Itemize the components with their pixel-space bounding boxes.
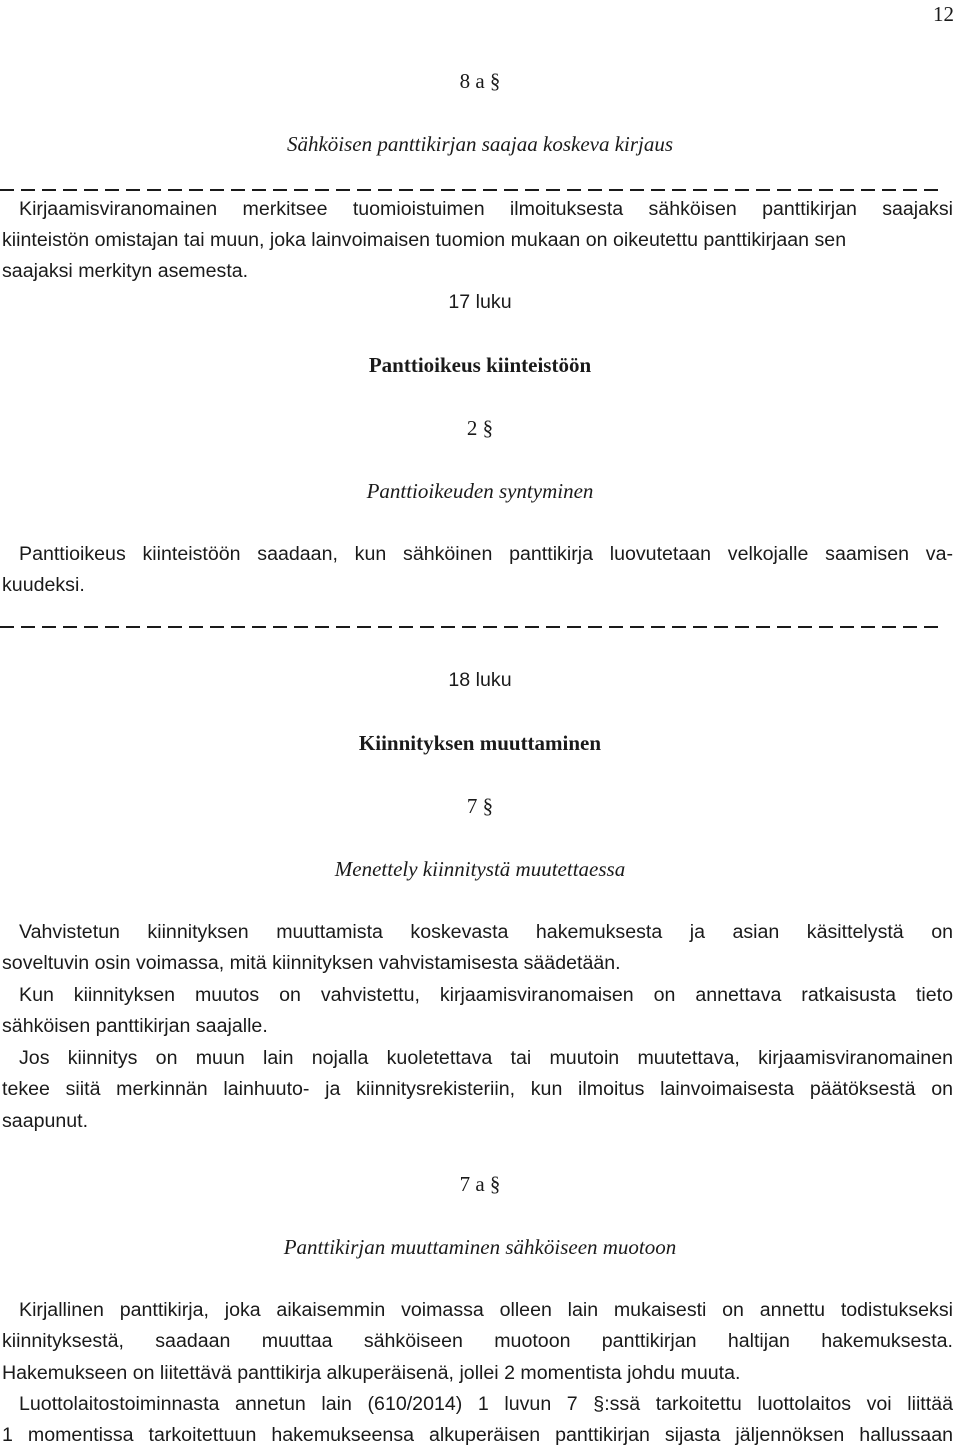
section-title-2: Panttioikeuden syntyminen [366, 479, 594, 503]
insertion-divider-top [0, 189, 944, 191]
body-line-18-1: Vahvistetun kiinnityksen muuttamista koskevasta hakemuksesta ja asian käsittelystä on [19, 921, 953, 943]
body-line-7a-1: Kirjallinen panttikirja, joka aikaisemmin voimassa olleen lain mukaisesti on annettu todistukseksi [19, 1299, 953, 1321]
body-line-18-7: saapunut. [2, 1110, 89, 1132]
section-title-7: Menettely kiinnitystä muutettaessa [334, 857, 626, 881]
body-line-7a-4: Luottolaitostoiminnasta annetun lain (610/2014) 1 luvun 7 §:ssä tarkoitettu luottolaitos voi liittää [19, 1393, 953, 1415]
section-title-7a: Panttikirjan muuttaminen sähköiseen muotoon [283, 1235, 677, 1259]
body-line-18-3: Kun kiinnityksen muutos on vahvistettu, kirjaamisviranomaisen on annettava ratkaisusta tieto [19, 984, 953, 1006]
insertion-divider-bottom [0, 626, 944, 628]
body-line-7a-3: Hakemukseen on liitettävä panttikirja alkuperäisenä, jollei 2 momentista johdu muuta. [2, 1362, 741, 1384]
section-title-8a: Sähköisen panttikirjan saajaa koskeva kirjaus [286, 132, 674, 156]
body-line-7a-2: kiinnityksestä, saadaan muuttaa sähköiseen muotoon panttikirjan haltijan hakemuksesta. [2, 1330, 953, 1352]
body-line-8a-2: kiinteistön omistajan tai muun, joka lainvoimaisen tuomion mukaan on oikeutettu panttikirjaan sen [2, 229, 847, 251]
body-line-7a-5: 1 momentissa tarkoitettuun hakemukseensa alkuperäisen panttikirjan sijasta jäljennöksen hallussaan [2, 1424, 953, 1446]
body-line-8a-1: Kirjaamisviranomainen merkitsee tuomioistuimen ilmoituksesta sähköisen panttikirjan saajaksi [19, 198, 953, 220]
section-number-8a: 8 a § [459, 69, 501, 93]
body-line-17-1: Panttioikeus kiinteistöön saadaan, kun sähköinen panttikirja luovutetaan velkojalle saamisen va- [19, 543, 953, 565]
section-number-7a: 7 a § [459, 1172, 501, 1196]
chapter-title-17: Panttioikeus kiinteistöön [368, 353, 592, 377]
body-line-18-4: sähköisen panttikirjan saajalle. [2, 1015, 268, 1037]
section-number-7: 7 § [466, 794, 494, 818]
body-line-18-5: Jos kiinnitys on muun lain nojalla kuoletettava tai muutoin muutettava, kirjaamisviranomainen [19, 1047, 953, 1069]
chapter-title-18: Kiinnityksen muuttaminen [358, 731, 602, 755]
chapter-label-17: 17 luku [448, 291, 512, 313]
section-number-2: 2 § [466, 416, 494, 440]
body-line-18-2: soveltuvin osin voimassa, mitä kiinnityksen vahvistamisesta säädetään. [2, 952, 621, 974]
body-line-8a-3: saajaksi merkityn asemesta. [2, 260, 249, 282]
body-line-18-6: tekee siitä merkinnän lainhuuto- ja kiinnitysrekisteriin, kun ilmoitus lainvoimaisesta päätöksestä on [2, 1078, 953, 1100]
page-number: 12 [933, 2, 954, 26]
chapter-label-18: 18 luku [448, 669, 512, 691]
body-line-17-2: kuudeksi. [2, 574, 85, 596]
